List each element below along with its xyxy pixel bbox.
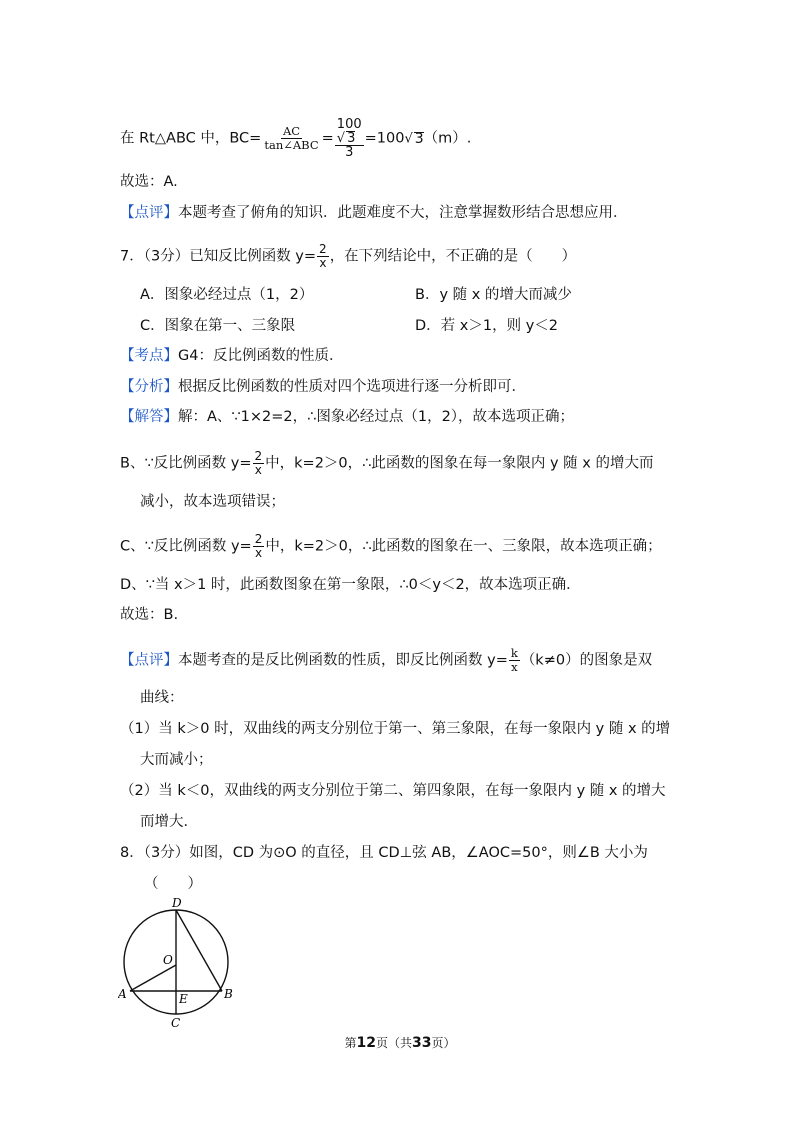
q7-kaodian: 【考点】G4：反比例函数的性质． (120, 348, 344, 364)
q7-point-2: （2）当 k＜0，双曲线的两支分别位于第二、第四象限，在每一象限内 y 随 x 的增大 (120, 783, 666, 799)
q7-option-a: A．图象必经过点（1，2） (140, 287, 314, 303)
label-d: D (172, 896, 182, 910)
q7-option-d-analysis: D、∵当 x＞1 时，此函数图象在第一象限，∴0＜y＜2，故本选项正确． (120, 577, 581, 593)
label-e: E (179, 992, 188, 1006)
label-c: C (171, 1016, 181, 1030)
circle-geometry-figure (118, 895, 248, 1035)
q6-bc-formula: 在 Rt△ABC 中，BC= $\frac{AC}{\text{tan∠ABC}}$ = 100 √ 3 3 =100√ 3（m）. (120, 117, 472, 160)
q7-stem: 7．（3分）已知反比例函数 y= $\frac{2}{x}$ ，在下列结论中，不正确的是（ ） (120, 242, 577, 270)
q7-point-1-cont: 大而减小； (140, 752, 213, 768)
comment-tag: 【点评】 (120, 652, 178, 669)
q7-answer: 故选：B. (120, 607, 179, 623)
current-page-number: 12 (356, 1035, 376, 1051)
q8-stem: 8．（3分）如图，CD 为⊙O 的直径，且 CD⊥弦 AB，∠AOC=50°，则∠B 大小为 (120, 845, 648, 861)
kaodian-tag: 【考点】 (120, 348, 178, 364)
q7-option-c-analysis: C、∵反比例函数 y= $\frac{2}{x}$ 中，k=2＞0，∴此函数的图象在一、三象限，故本选项正确； (120, 532, 662, 560)
comment-tag: 【点评】 (120, 205, 178, 221)
label-b: B (224, 987, 233, 1001)
q7-point-2-cont: 而增大． (140, 814, 198, 830)
jieda-tag: 【解答】 (120, 409, 178, 425)
fraction-ac-over-tan: $\frac{AC}{\text{tan∠ABC}}$ (264, 124, 319, 152)
segment-db (176, 910, 222, 991)
fraction-2-over-x-c: $\frac{2}{x}$ (254, 532, 263, 560)
q6-comment: 【点评】本题考查了俯角的知识．此题难度不大，注意掌握数形结合思想应用． (120, 205, 628, 221)
q7-option-d: D．若 x＞1，则 y＜2 (415, 318, 558, 334)
q7-point-1: （1）当 k＞0 时，双曲线的两支分别位于第一、第三象限，在每一象限内 y 随 x 的增 (120, 721, 671, 737)
fraction-100-over-root3-over-3: 100 √ 3 3 (336, 117, 362, 160)
q8-paren: （ ） (144, 876, 202, 892)
label-o: O (163, 953, 173, 967)
q6-answer: 故选：A. (120, 174, 178, 190)
fraction-2-over-x: $\frac{2}{x}$ (319, 242, 327, 270)
q7-fenxi: 【分析】根据反比例函数的性质对四个选项进行逐一分析即可． (120, 379, 526, 395)
page-footer: 第12页（共33页） (344, 1035, 456, 1051)
segment-ao (130, 965, 176, 991)
fraction-2-over-x-b: $\frac{2}{x}$ (254, 449, 263, 477)
q7-jieda: 【解答】解：A、∵1×2=2，∴图象必经过点（1，2），故本选项正确； (120, 409, 575, 425)
fraction-k-over-x: $\frac{k}{x}$ (510, 646, 518, 674)
q7-comment-cont: 曲线： (140, 690, 184, 706)
sqrt-sign: √ (336, 131, 346, 146)
q7-option-c: C．图象在第一、三象限 (140, 318, 296, 334)
sqrt-sign-result: √ (404, 131, 413, 147)
label-a: A (118, 987, 127, 1001)
fenxi-tag: 【分析】 (120, 379, 178, 395)
q7-option-b: B．y 随 x 的增大而减少 (415, 287, 572, 303)
q7-option-b-analysis: B、∵反比例函数 y= $\frac{2}{x}$ 中，k=2＞0，∴此函数的图象在每一象限内 y 随 x 的增大而 (120, 449, 654, 477)
q7-comment: 【点评】本题考查的是反比例函数的性质，即反比例函数 y= $\frac{k}{x}$ （k≠0）的图象是双 (120, 646, 653, 674)
total-page-number: 33 (412, 1035, 432, 1051)
q7-option-b-analysis-cont: 减小，故本选项错误； (140, 494, 285, 510)
